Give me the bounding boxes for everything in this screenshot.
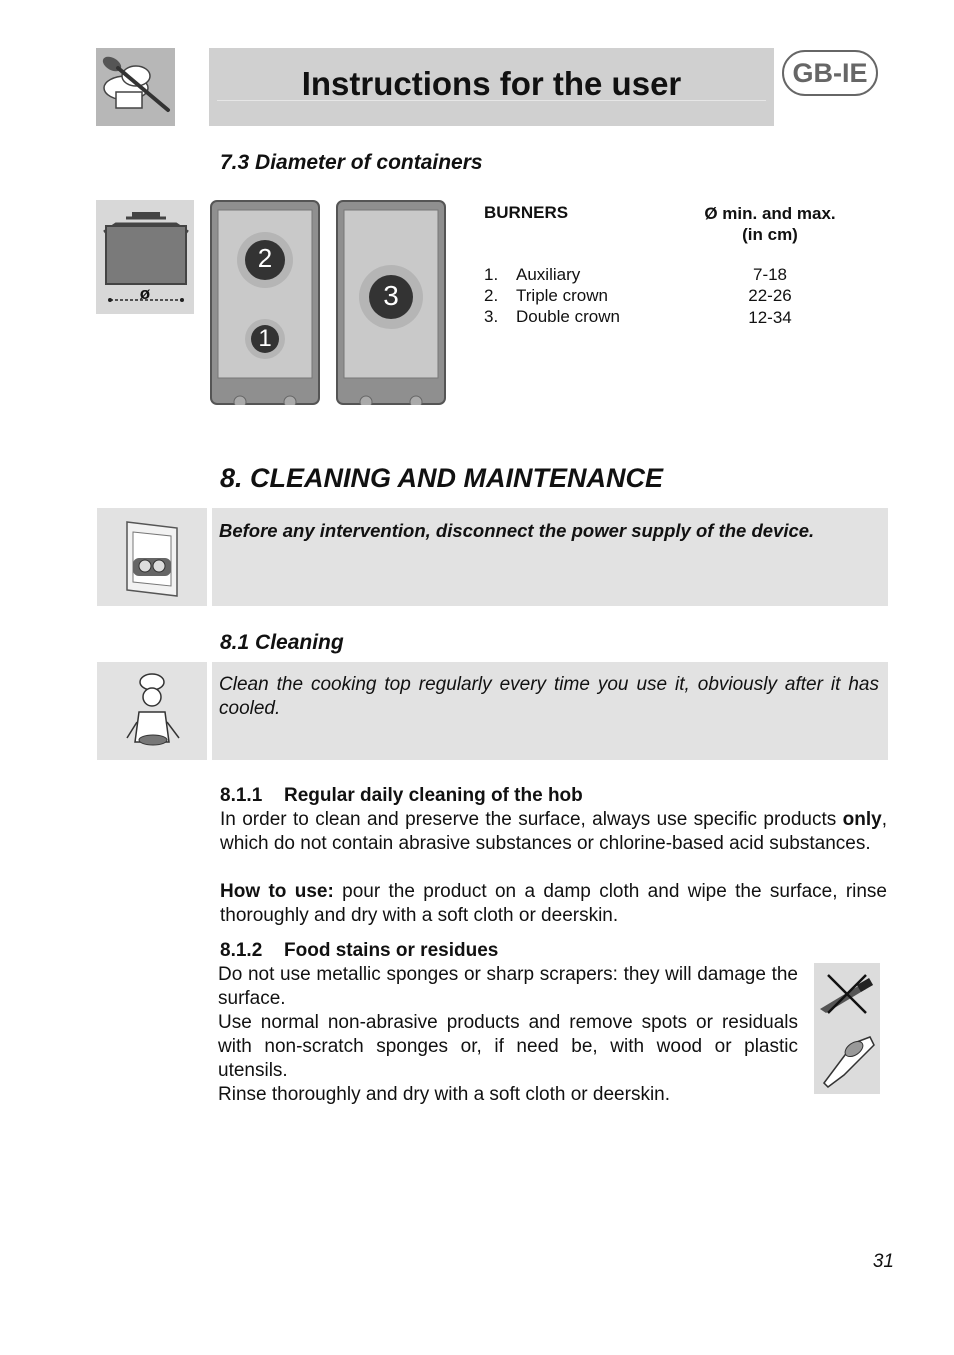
hob-right-image <box>336 200 446 405</box>
cleaning-note-text: Clean the cooking top regularly every time you use it, obviously after it has cooled. <box>219 674 879 719</box>
cleaning-note-box <box>212 662 888 760</box>
section-8-1-2-title: 8.1.2 Food stains or residues <box>220 940 499 961</box>
page-number: 31 <box>872 1251 894 1272</box>
header-bar <box>209 48 774 126</box>
burner-label: 2 <box>257 243 273 273</box>
pot-diameter-icon <box>96 200 194 314</box>
table-row: 1. Auxiliary <box>484 265 581 284</box>
section-8-1-1-paragraph: In order to clean and preserve the surface, always use specific products only, which do not contain abrasive substances or chlorine-based acid substances. <box>220 809 887 854</box>
hob-left-image <box>210 200 320 405</box>
burner-label: 1 <box>258 325 272 352</box>
table-row: 3. Double crown <box>484 307 620 326</box>
burner-label: 3 <box>383 280 399 311</box>
section-8-title: 8. CLEANING AND MAINTENANCE <box>220 463 664 493</box>
table-cell-range: 7-18 <box>752 265 788 284</box>
section-8-1-1-title: 8.1.1 Regular daily cleaning of the hob <box>220 785 583 806</box>
table-cell-range: 12-34 <box>748 308 792 327</box>
warning-text: Before any intervention, disconnect the power supply of the device. <box>219 520 815 541</box>
table-cell-range: 22-26 <box>748 286 792 305</box>
warning-box <box>212 508 888 606</box>
spoon-chef-hat-icon <box>96 48 175 126</box>
table-header-diameter: Ø min. and max. (in cm) <box>704 204 836 244</box>
table-row: 2. Triple crown <box>484 286 608 305</box>
section-8-1-2-paragraph: Do not use metallic sponges or sharp scrapers: they will damage the surface. Use normal non-abrasive products and remove spots or residuals with non-scratch sponges or, if need be, with wood or plastic utensils. Rinse thoroughly and dry with a soft cloth or deerskin. <box>218 964 798 1105</box>
no-scraper-icon <box>814 963 880 1094</box>
table-header-burners: BURNERS <box>484 203 569 222</box>
section-8-1-1-how-to: How to use: pour the product on a damp cloth and wipe the surface, rinse thoroughly and dry with a soft cloth or deerskin. <box>220 881 887 926</box>
section-7-3-title: 7.3 Diameter of containers <box>220 151 483 174</box>
pot-diameter-symbol: ø <box>139 284 151 303</box>
language-badge: GB-IE <box>782 50 878 96</box>
chef-icon <box>97 662 207 760</box>
section-8-1-title: 8.1 Cleaning <box>220 631 344 654</box>
page-title: Instructions for the user <box>301 65 682 102</box>
power-socket-icon <box>97 508 207 606</box>
